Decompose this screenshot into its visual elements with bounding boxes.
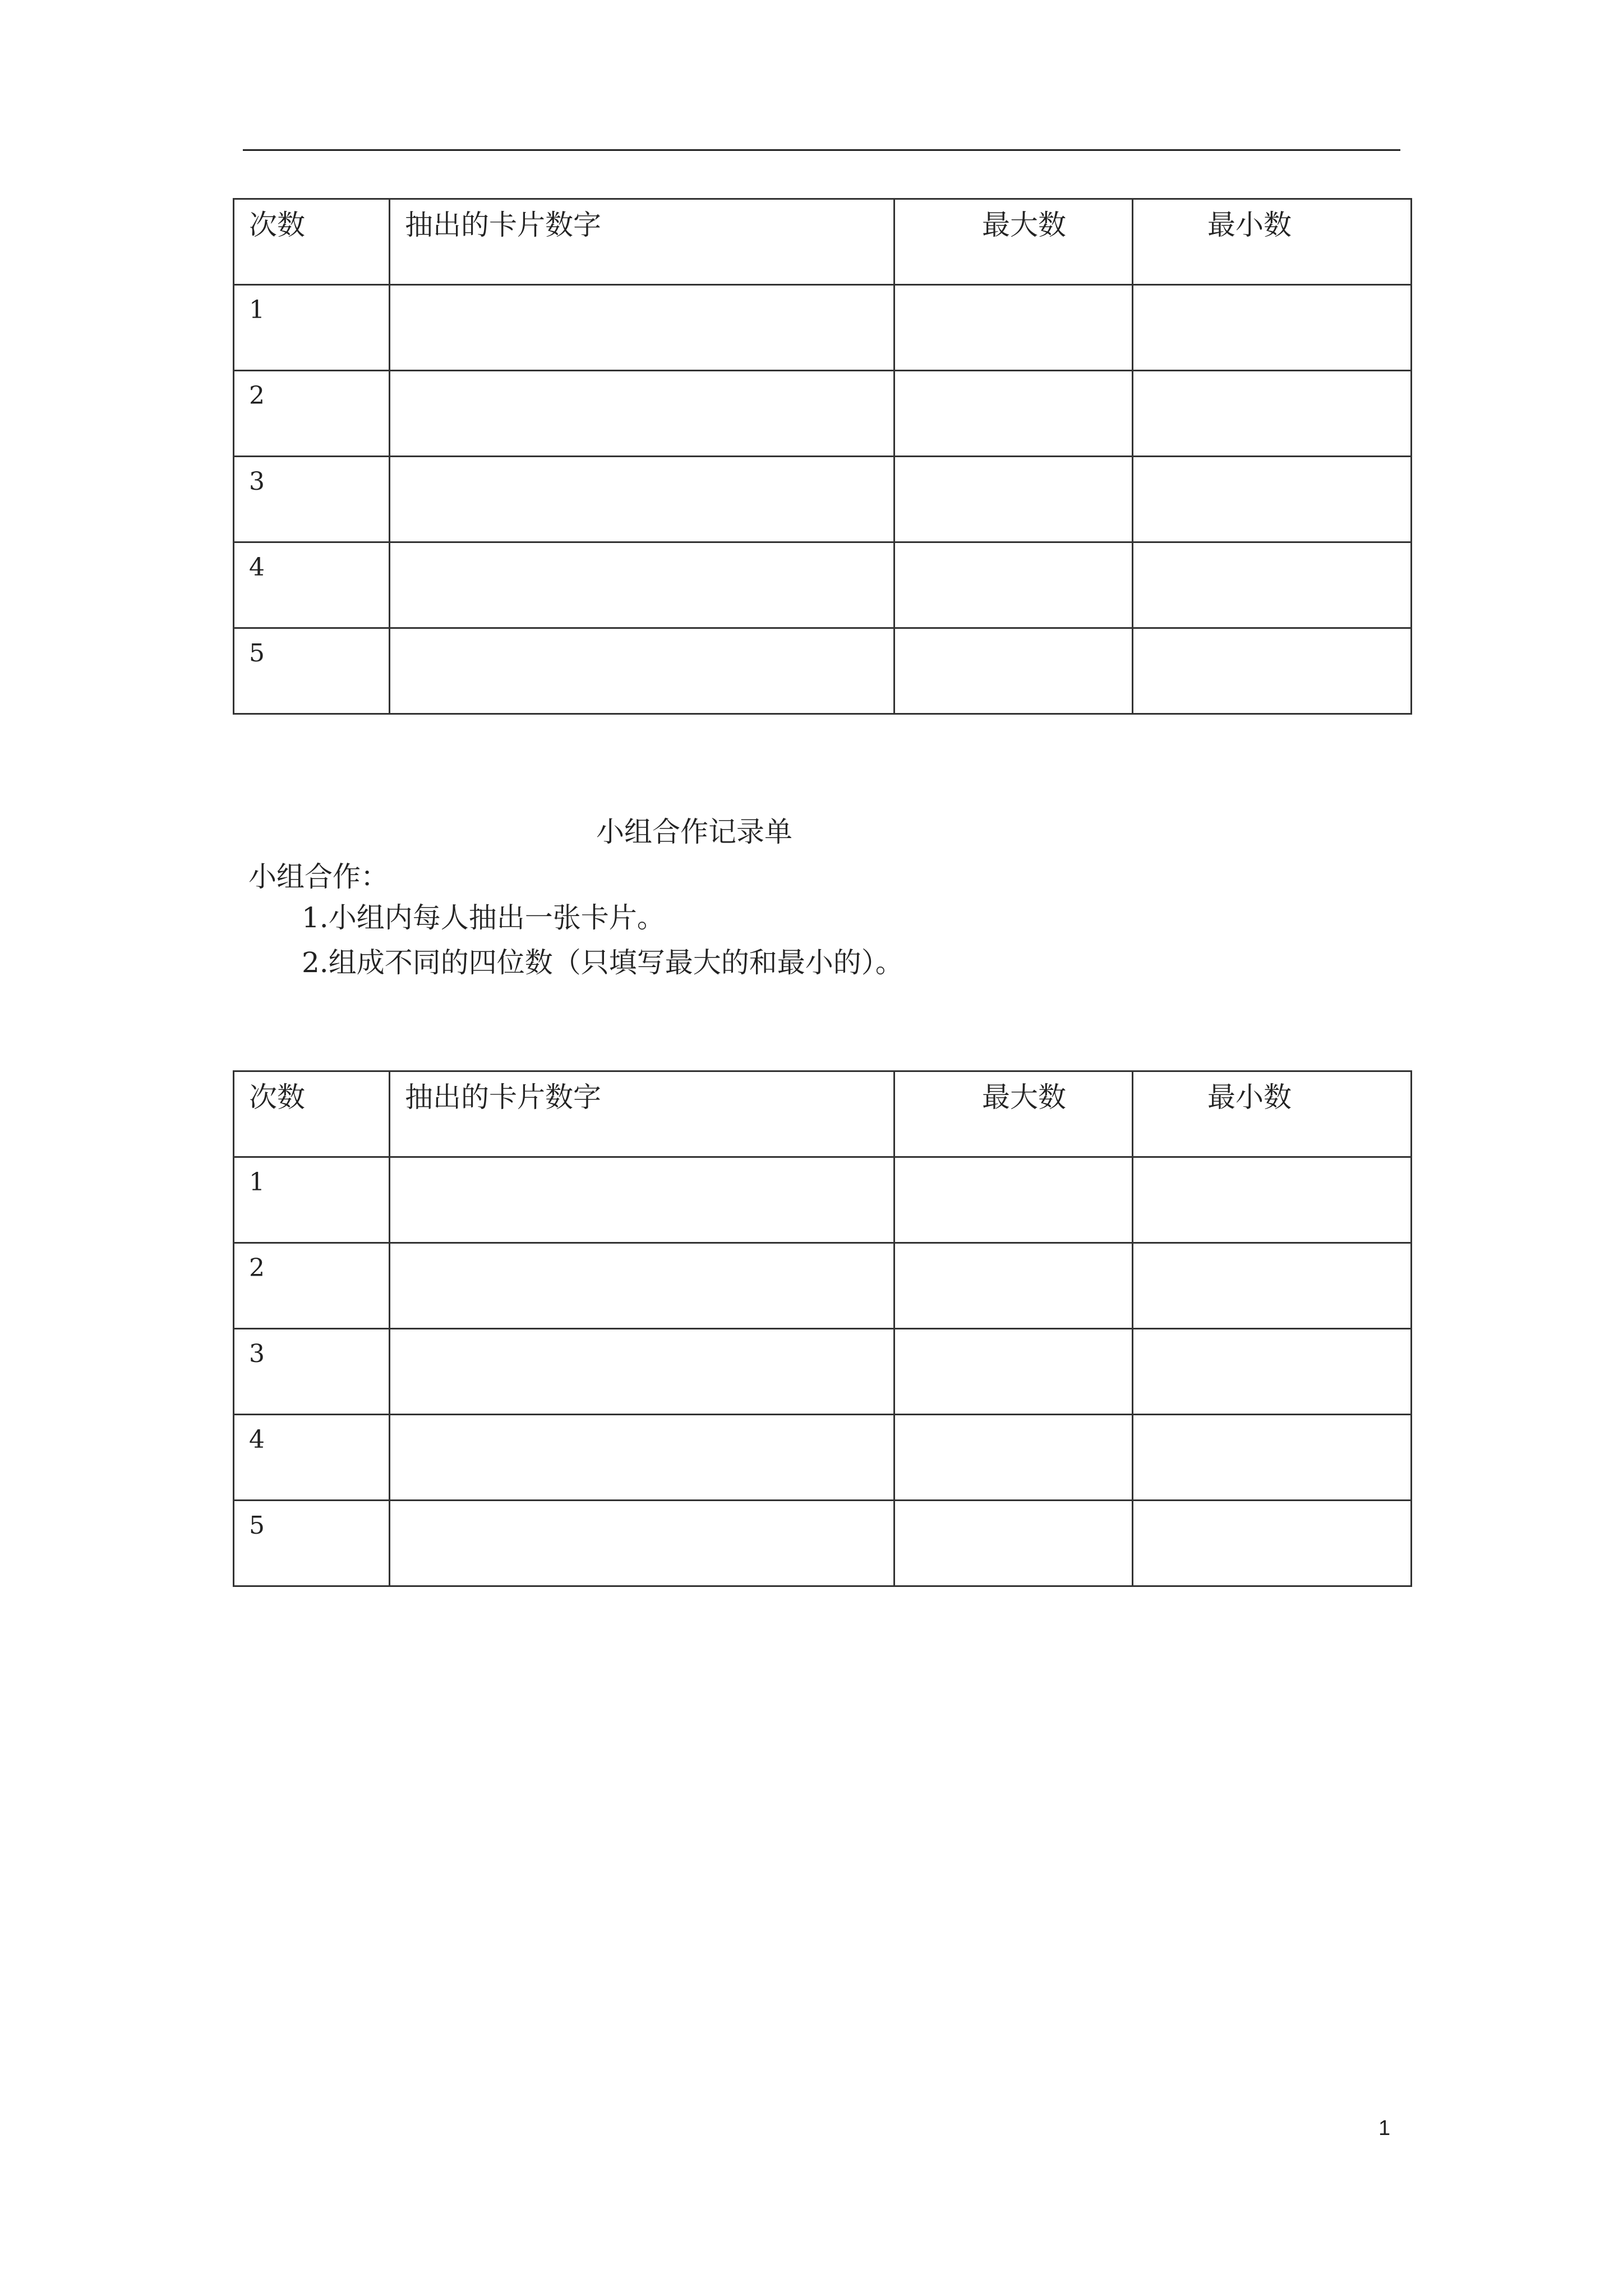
row-count-cell: 1 [234, 1157, 390, 1243]
min-cell[interactable] [1133, 371, 1412, 457]
cards-cell[interactable] [390, 628, 895, 714]
table-row [234, 1329, 1412, 1415]
instruction-item: 2.组成不同的四位数（只填写最大的和最小的）。 [302, 946, 903, 979]
header-min: 最小数 [1133, 1071, 1412, 1157]
cards-cell[interactable] [390, 371, 895, 457]
section-title: 小组合作记录单 [596, 816, 792, 848]
table-row [234, 1243, 1412, 1329]
header-count: 次数 [234, 199, 390, 285]
max-cell[interactable] [895, 1157, 1133, 1243]
row-count-cell: 5 [234, 628, 390, 714]
cards-cell[interactable] [390, 457, 895, 542]
header-rule [243, 149, 1400, 151]
min-cell[interactable] [1133, 542, 1412, 628]
table-row [234, 1501, 1412, 1586]
row-count-cell: 2 [234, 371, 390, 457]
min-cell[interactable] [1133, 1415, 1412, 1501]
max-cell[interactable] [895, 1415, 1133, 1501]
page-number: 1 [1378, 2116, 1391, 2140]
max-cell[interactable] [895, 457, 1133, 542]
cards-cell[interactable] [390, 1157, 895, 1243]
table-row [234, 1415, 1412, 1501]
header-min: 最小数 [1133, 199, 1412, 285]
row-count-cell: 4 [234, 1415, 390, 1501]
table-row [234, 628, 1412, 714]
min-cell[interactable] [1133, 628, 1412, 714]
row-count-cell: 4 [234, 542, 390, 628]
table-row [234, 1157, 1412, 1243]
header-max: 最大数 [895, 1071, 1133, 1157]
max-cell[interactable] [895, 1243, 1133, 1329]
row-count-cell: 3 [234, 1329, 390, 1415]
row-count-cell: 5 [234, 1501, 390, 1586]
cards-cell[interactable] [390, 1501, 895, 1586]
max-cell[interactable] [895, 628, 1133, 714]
row-count-cell: 3 [234, 457, 390, 542]
header-cards: 抽出的卡片数字 [390, 199, 895, 285]
max-cell[interactable] [895, 542, 1133, 628]
min-cell[interactable] [1133, 1157, 1412, 1243]
cards-cell[interactable] [390, 1415, 895, 1501]
min-cell[interactable] [1133, 457, 1412, 542]
header-count: 次数 [234, 1071, 390, 1157]
cards-cell[interactable] [390, 542, 895, 628]
max-cell[interactable] [895, 285, 1133, 371]
table-header-row [234, 199, 1412, 285]
table-row [234, 457, 1412, 542]
table-row [234, 285, 1412, 371]
group-label: 小组合作： [248, 861, 389, 893]
cards-cell[interactable] [390, 1329, 895, 1415]
instruction-item: 1.小组内每人抽出一张卡片。 [302, 901, 665, 934]
cards-cell[interactable] [390, 1243, 895, 1329]
min-cell[interactable] [1133, 1243, 1412, 1329]
max-cell[interactable] [895, 1329, 1133, 1415]
min-cell[interactable] [1133, 285, 1412, 371]
min-cell[interactable] [1133, 1501, 1412, 1586]
max-cell[interactable] [895, 371, 1133, 457]
cards-cell[interactable] [390, 285, 895, 371]
row-count-cell: 1 [234, 285, 390, 371]
table-header-row [234, 1071, 1412, 1157]
header-cards: 抽出的卡片数字 [390, 1071, 895, 1157]
table-row [234, 371, 1412, 457]
max-cell[interactable] [895, 1501, 1133, 1586]
table-row [234, 542, 1412, 628]
record-table-1 [233, 198, 1412, 715]
row-count-cell: 2 [234, 1243, 390, 1329]
header-max: 最大数 [895, 199, 1133, 285]
record-table-2 [233, 1070, 1412, 1587]
min-cell[interactable] [1133, 1329, 1412, 1415]
